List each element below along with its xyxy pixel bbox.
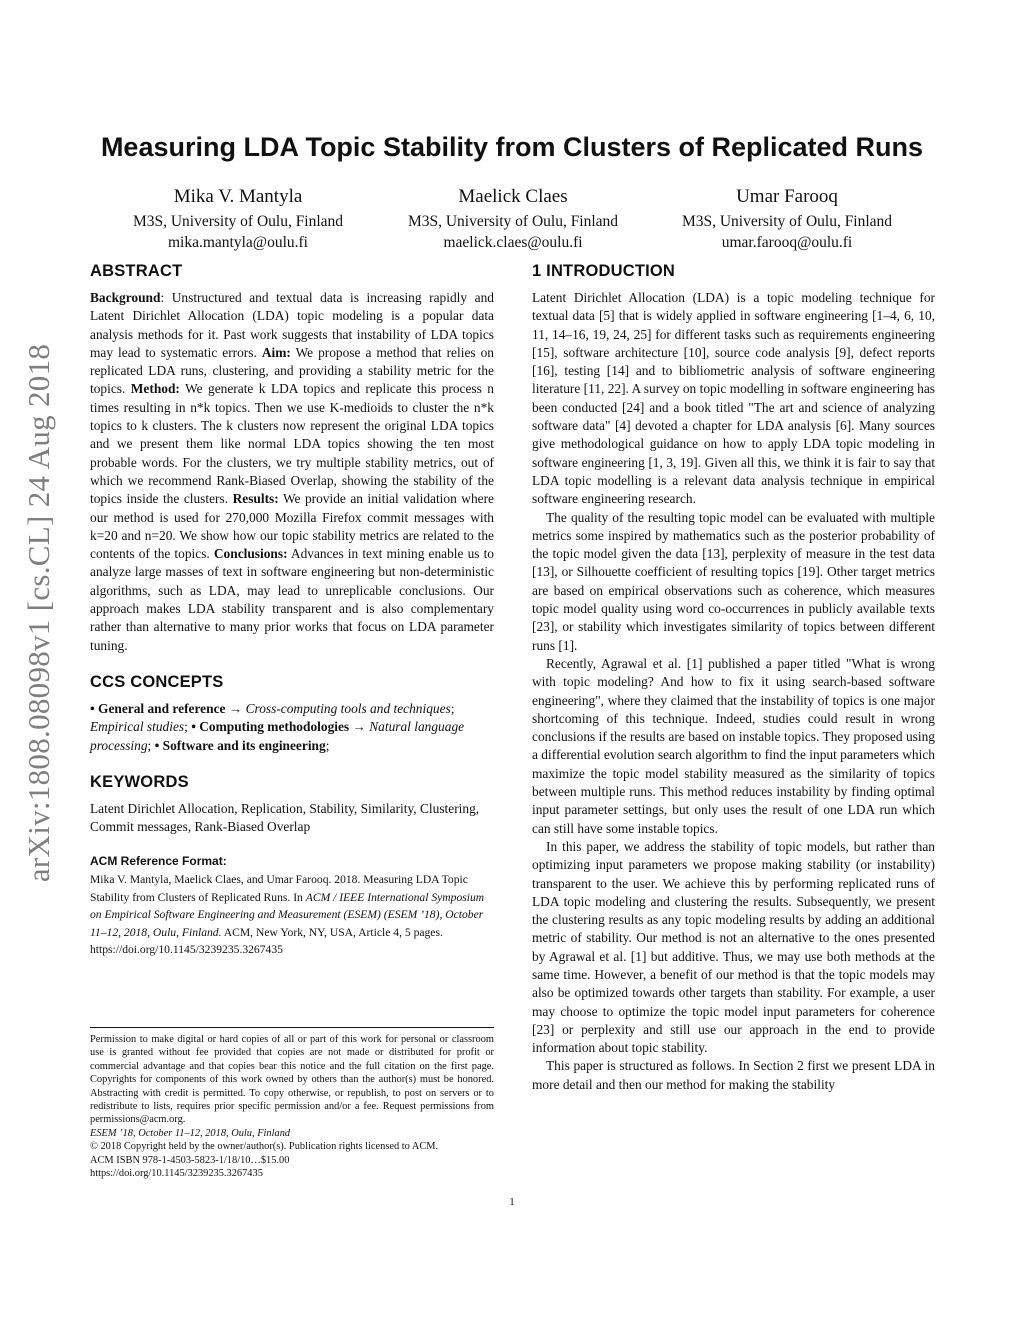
permission-text: Permission to make digital or hard copies of all or part of this work for personal or classroom use is granted without fee provided that copies are not made or distributed for profit or commercial advantage and that copies bear this notice and the full citation on the first page. Copyrights for components of this work owned by others than the author(s) must be honored. Abstracting with credit is permitted. To copy otherwise, or republish, to post on servers or to redistribute to lists, requires prior specific permission and/or a fee. Request permissions from permissions@acm.org. <box>90 1034 494 1126</box>
intro-paragraph-5: This paper is structured as follows. In Section 2 first we present LDA in more detail and then our method for making the stability <box>532 1058 935 1092</box>
author-affiliation: M3S, University of Oulu, Finland <box>132 213 344 230</box>
ccs-separator: ; <box>147 737 155 753</box>
ccs-arrow: → <box>225 700 246 716</box>
left-column <box>90 262 494 959</box>
paper-title: Measuring LDA Topic Stability from Clusters of Replicated Runs <box>100 132 924 162</box>
author-email: maelick.claes@oulu.fi <box>443 234 583 251</box>
author-2 <box>363 186 663 253</box>
author-1 <box>88 186 388 253</box>
intro-paragraph-1: Latent Dirichlet Allocation (LDA) is a topic modeling technique for textual data [5] that is widely applied in software engineering [1–4, 6, 10, 11, 14–16, 19, 24, 25] for different tasks such as requirements engineering [15], software architecture [10], source code analysis [9], defect reports [16], testing [14] and to bibliometric analysis of software engineering literature [11, 22]. A survey on topic modelling in software engineering has been conducted [24] and a book titled "The art and science of analyzing software data" [4] devoted a chapter for LDA analysis [6]. Many sources give methodological guidance on how to apply LDA topic modeling in software engineering [1, 3, 19]. Given all this, we think it is fair to say that LDA topic modelling is a relevant data analysis technique in empirical software engineering research. <box>532 290 935 507</box>
conclusions-label: Conclusions: <box>213 546 288 562</box>
ccs-subconcept-2: Empirical studies <box>90 719 185 735</box>
acm-reference-text <box>90 871 494 959</box>
keywords-text: Latent Dirichlet Allocation, Replication, Stability, Similarity, Clustering, Commit messages, Rank-Biased Overlap <box>90 800 480 835</box>
results-text: We provide an initial validation where our method is used for 270,000 Mozilla Firefox commit messages with k=20 and n=20. We show how our topic stability metrics are related to the contents of the topics. <box>90 491 494 562</box>
ccs-concept-1: • General and reference <box>90 700 226 716</box>
copyright-text: © 2018 Copyright held by the owner/author(s). Publication rights licensed to ACM. <box>90 1141 439 1153</box>
arxiv-stamp <box>12 316 66 910</box>
intro-paragraph-4: In this paper, we address the stability of topic models, but rather than optimizing input parameters we propose making stability (or instability) transparent to the user. We achieve this by performing replicated runs of LDA topic modeling and clustering the results. Subsequently, we present the clustering results as any topic modeling results by adding an additional metric of stability. Our method is not an alternative to the ones presented by Agrawal et al. [1] but additive. Thus, we may use both methods at the same time. However, a benefit of our method is that the topic models may also be optimized towards other targets than stability. For example, a user may choose to optimize the topic model input parameters for coherence [23] or perplexity and still use our approach in the end to provide information about topic stability. <box>532 838 935 1056</box>
author-affiliation: M3S, University of Oulu, Finland <box>407 213 619 230</box>
ccs-separator: ; <box>450 700 455 716</box>
conclusions-text: Advances in text mining enable us to analyze large masses of text in software engineering but non-deterministic algorithms, such as LDA, may lead to unreplicable conclusions. Our approach makes LDA stability transparent and is also complementary rather than alternative to many prior works that focus on LDA parameter tuning. <box>90 546 494 653</box>
results-label: Results: <box>232 491 279 507</box>
author-email: umar.farooq@oulu.fi <box>721 234 853 251</box>
isbn-text: ACM ISBN 978-1-4503-5823-1/18/10…$15.00 <box>90 1154 290 1166</box>
arxiv-id: arXiv:1808.08098v1 [cs.CL] 24 Aug 2018 <box>21 343 56 883</box>
doi-link[interactable]: https://doi.org/10.1145/3239235.3267435 <box>90 1168 263 1180</box>
abstract-text <box>90 289 494 655</box>
abstract-section <box>90 262 494 655</box>
reference-venue: ACM / IEEE International Symposium on Empirical Software Engineering and Measurement (ESEM) (ESEM ’18), October 11–12, 2018, Oulu, Finland. <box>90 890 485 939</box>
page-number: 1 <box>509 1196 515 1208</box>
reference-publisher: ACM, New York, NY, USA, Article 4, 5 pages. https://doi.org/10.1145/3239235.3267435 <box>90 925 443 957</box>
footnote-venue: ESEM ’18, October 11–12, 2018, Oulu, Finland <box>90 1127 291 1139</box>
method-text: We generate k LDA topics and replicate this process n times resulting in n*k topics. Then we use K-medioids to cluster the n*k topics to k clusters. The k clusters now represent the original LDA topics and we present them like normal LDA topics showing the ten most probable words. For the clusters, we try multiple stability metrics, out of which we recommend Rank-Biased Overlap, showing the stability of the topics inside the clusters. <box>90 381 494 507</box>
keywords-heading: KEYWORDS <box>90 772 189 791</box>
copyright-footnote <box>90 1027 494 1180</box>
author-affiliation: M3S, University of Oulu, Finland <box>681 213 893 230</box>
acm-reference-heading: ACM Reference Format: <box>90 854 227 869</box>
ccs-arrow: → <box>349 719 370 735</box>
author-name: Umar Farooq <box>736 186 838 207</box>
author-name: Maelick Claes <box>458 186 568 207</box>
right-column <box>532 262 935 1094</box>
ccs-heading: CCS CONCEPTS <box>90 672 224 691</box>
ccs-subconcept-3: Natural language processing <box>90 719 465 753</box>
author-email: mika.mantyla@oulu.fi <box>168 234 308 251</box>
aim-text: We propose a method that relies on replicated LDA runs, clustering, and providing a stability metric for the topics. <box>90 344 494 397</box>
background-label: Background <box>90 290 161 305</box>
ccs-text <box>90 700 494 755</box>
author-name: Mika V. Mantyla <box>173 186 303 207</box>
method-label: Method: <box>130 381 180 397</box>
intro-paragraph-3: Recently, Agrawal et al. [1] published a paper titled "What is wrong with topic modeling? And how to fix it using search-based software engineering", where they claimed that the instability of topics is one major shortcoming of this technique. Indeed, studies could result in wrong conclusions if the results are based on instable topics. They proposed using a differential evolution search algorithm to find the input parameters which maximize the topic model stability measured as the similarity of topics between multiple runs. This method reduces instability by finding optimal input parameter settings, but only uses the result of one LDA run which can still have some instable topics. <box>532 655 935 836</box>
ccs-concept-2: • Computing methodologies <box>191 719 350 735</box>
abstract-heading: ABSTRACT <box>90 262 183 280</box>
ccs-subconcept-1: Cross-computing tools and techniques <box>245 700 451 716</box>
ccs-separator: ; <box>184 719 192 735</box>
ccs-concept-3: • Software and its engineering <box>154 737 326 753</box>
background-text: : Unstructured and textual data is increasing rapidly and Latent Dirichlet Allocation (LDA) topic modeling is a popular data analysis methods for it. Past work suggests that instability of LDA topics may lead to systematic errors. <box>90 290 494 360</box>
intro-paragraph-2: The quality of the resulting topic model can be evaluated with multiple metrics some inspired by mathematics such as the posterior probability of the topic model given the data [13], perplexity of measure in the test data [13], or Silhouette coefficient of resulting topics [19]. Other target metrics are based on empirical observations such as coherence, which measures topic model quality using word co-occurrences in publicly available texts [23], or stability which investigates similarity of topics between different runs [1]. <box>532 509 935 653</box>
reference-authors: Mika V. Mantyla, Maelick Claes, and Umar Farooq. 2018. Measuring LDA Topic Stability from Clusters of Replicated Runs. In <box>90 873 468 904</box>
acm-reference <box>90 854 494 959</box>
author-3 <box>637 186 937 253</box>
ccs-section <box>90 673 494 755</box>
aim-label: Aim: <box>261 344 291 360</box>
ccs-separator: ; <box>325 737 330 753</box>
introduction-heading: 1 INTRODUCTION <box>532 262 676 280</box>
keywords-section <box>90 773 494 837</box>
